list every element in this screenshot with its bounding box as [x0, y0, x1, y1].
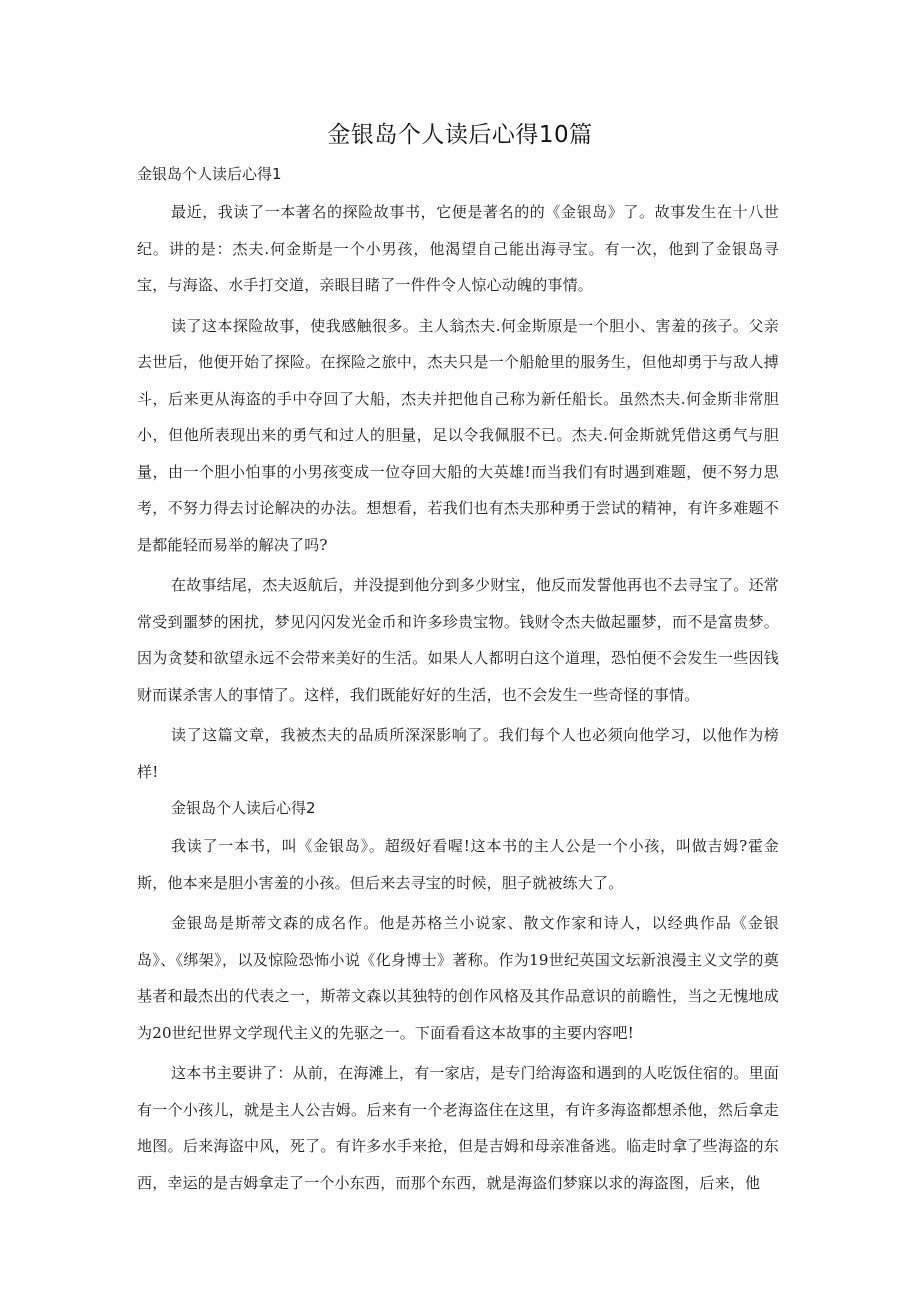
section-heading-1: 金银岛个人读后心得1	[137, 165, 282, 183]
paragraph: 这本书主要讲了：从前，在海滩上，有一家店，是专门给海盗和遇到的人吃饭住宿的。里面有一个小孩儿，就是主人公吉姆。后来有一个老海盗住在这里，有许多海盗都想杀他，然后拿走地图。后来海盗中风，死了。有许多水手来抢，但是吉姆和母亲准备逃。临走时拿了些海盗的东西，幸运的是吉姆拿走了一个小东西，而那个东西，就是海盗们梦寐以求的海盗图，后来，他	[137, 1064, 780, 1192]
paragraph: 读了这篇文章，我被杰夫的品质所深深影响了。我们每个人也必须向他学习，以他作为榜样!	[137, 726, 779, 781]
paragraph: 最近，我读了一本著名的探险故事书，它便是著名的的《金银岛》了。故事发生在十八世纪。讲的是：杰夫.何金斯是一个小男孩，他渴望自己能出海寻宝。有一次，他到了金银岛寻宝，与海盗、水手打交道，亲眼目睹了一件件令人惊心动魄的事情。	[137, 203, 779, 294]
paragraph: 我读了一本书，叫《金银岛》。超级好看喔!这本书的主人公是一个小孩，叫做吉姆?霍金斯，他本来是胆小害羞的小孩。但后来去寻宝的时候，胆子就被练大了。	[137, 837, 779, 892]
paragraph: 读了这本探险故事，使我感触很多。主人翁杰夫.何金斯原是一个胆小、害羞的孩子。父亲去世后，他便开始了探险。在探险之旅中，杰夫只是一个船舱里的服务生，但他却勇于与敌人搏斗，后来更从海盗的手中夺回了大船，杰夫并把他自己称为新任船长。虽然杰夫.何金斯非常胆小，但他所表现出来的勇气和过人的胆量，足以令我佩服不已。杰夫.何金斯就凭借这勇气与胆量，由一个胆小怕事的小男孩变成一位夺回大船的大英雄!而当我们有时遇到难题，便不努力思考，不努力得去讨论解决的办法。想想看，若我们也有杰夫那种勇于尝试的精神，有许多难题不是都能轻而易举的解决了吗?	[137, 316, 779, 554]
paragraph: 在故事结尾，杰夫返航后，并没提到他分到多少财宝，他反而发誓他再也不去寻宝了。还常常受到噩梦的困扰，梦见闪闪发光金币和许多珍贵宝物。钱财令杰夫做起噩梦，而不是富贵梦。因为贪婪和欲望永远不会带来美好的生活。如果人人都明白这个道理，恐怕便不会发生一些因钱财而谋杀害人的事情了。这样，我们既能好好的生活，也不会发生一些奇怪的事情。	[137, 576, 780, 704]
paragraph: 金银岛是斯蒂文森的成名作。他是苏格兰小说家、散文作家和诗人，以经典作品《金银岛》、《绑架》，以及惊险恐怖小说《化身博士》著称。作为19世纪英国文坛新浪漫主义文学的奠基者和最杰出的代表之一，斯蒂文森以其独特的创作风格及其作品意识的前瞻性，当之无愧地成为20世纪世界文学现代主义的先驱之一。下面看看这本故事的主要内容吧!	[137, 914, 779, 1042]
document-body	[137, 160, 779, 1205]
section-heading-2: 金银岛个人读后心得2	[171, 799, 316, 817]
document-title: 金银岛个人读后心得10篇	[327, 122, 593, 148]
